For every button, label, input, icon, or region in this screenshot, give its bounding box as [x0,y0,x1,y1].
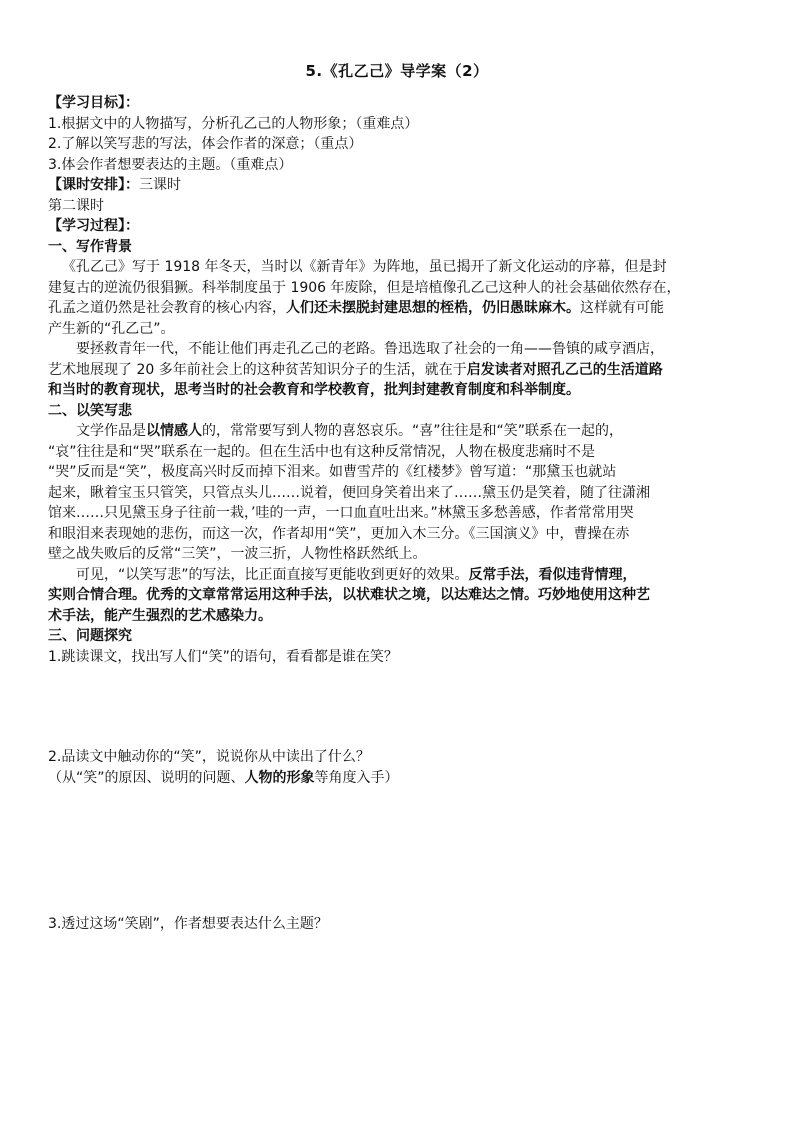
paragraph-line: “哀”往往是和“哭”联系在一起的。但在生活中也有这种反常情况，人物在极度悲痛时不是 [48,443,596,460]
bold-text-run: 启发读者对照孔乙己的生活道路 [466,361,663,378]
text-run: 的，常常要写到人物的喜怒哀乐。“喜”往往是和“笑”联系在一起的， [202,423,624,439]
text-run: 孔孟之道仍然是社会教育的核心内容， [48,300,286,316]
schedule-value: 三课时 [139,177,181,193]
answer-space [48,667,753,747]
text-run: 可见，“以笑写悲”的写法，比正面直接写更能收到更好的效果。 [76,566,469,583]
paragraph-line: 实则合情合理。优秀的文章常常运用这种手法，以状难状之境，以达难达之情。巧妙地使用这种艺 [48,587,650,603]
section-2-heading: 二、以笑写悲 [48,402,132,419]
paragraph-line: 《孔乙己》写于 1918 年冬天，当时以《新青年》为阵地，虽已揭开了新文化运动的序幕，但是封 [62,259,667,275]
paragraph-line: “哭”反而是“笑”，极度高兴时反而掉下泪来。如曹雪芹的《红楼梦》曾写道：“那黛玉也就站 [48,464,617,480]
document-body [48,93,753,935]
lesson-label: 第二课时 [48,197,104,214]
paragraph-line: 馆来……只见黛玉身子往前一栽，’哇的一声，一口血直吐出来。”林黛玉多愁善感，作者常常用哭 [48,505,634,521]
schedule-line [48,175,753,196]
paragraph-line: 和眼泪来表现她的悲伤，而这一次，作者却用“笑”，更加入木三分。《三国演义》中，曹操在赤 [48,525,630,542]
bold-text-run: 人物的形象 [244,769,315,786]
text-run: 艺术地展现了 20 多年前社会上的这种贫苦知识分子的生活，就在于 [48,361,467,378]
paragraph-line: 要拯救青年一代，不能让他们再走孔乙己的老路。鲁迅选取了社会的一角——鲁镇的咸亨酒店， [76,341,664,357]
paragraph-line [48,360,753,381]
question-3: 3.透过这场“笑剧”，作者想要表达什么主题？ [48,916,328,932]
question-1: 1.跳读课文，找出写人们“笑”的语句，看看都是谁在笑？ [48,648,398,665]
question-2: 2.品读文中触动你的“笑”，说说你从中读出了什么？ [48,749,370,765]
paragraph-line: 起来，瞅着宝玉只管笑，只管点头儿……说着，便回身笑着出来了……黛玉仍是笑着，随了往潇湘 [48,484,650,501]
goal-item-2: 2.了解以笑写悲的写法，体会作者的深意；（重点） [48,136,363,152]
text-run: 这样就有可能 [580,300,664,316]
schedule-heading: 【课时安排】： [48,177,139,193]
goal-item-3: 3.体会作者想要表达的主题。（重难点） [48,156,293,173]
text-run: 等角度入手） [314,769,399,786]
text-run: （从“笑”的原因、说明的问题、 [48,769,245,786]
question-2-hint [48,768,753,789]
text-run: 文学作品是 [76,423,146,439]
paragraph-line [48,565,753,586]
paragraph-line: 壁之战失败后的反常“三笑”，一波三折，人物性格跃然纸上。 [48,546,427,562]
bold-text-run: 人们还未摆脱封建思想的桎梏，仍旧愚昧麻木。 [286,300,580,316]
section-3-heading: 三、问题探究 [48,628,132,644]
paragraph-line [48,298,753,319]
bold-text-run: 以情感人 [146,423,202,439]
process-heading: 【学习过程】： [48,218,139,234]
answer-space [48,788,753,914]
paragraph-line [48,421,753,442]
paragraph-line: 产生新的“孔乙己”。 [48,320,175,337]
goals-heading: 【学习目标】： [48,95,139,111]
goal-item-1: 1.根据文中的人物描写，分析孔乙己的人物形象；（重难点） [48,115,419,132]
paragraph-line: 和当时的教育现状，思考当时的社会教育和学校教育，批判封建教育制度和科举制度。 [48,382,580,398]
paragraph-line: 建复古的逆流仍很猖獗。科举制度虽于 1906 年废除，但是培植像孔乙己这种人的社会基础依然存在， [48,279,681,296]
bold-text-run: 反常手法，看似违背情理， [468,566,637,583]
paragraph-line: 术手法，能产生强烈的艺术感染力。 [48,607,272,624]
page-title: 5.《孔乙己》导学案（2） [305,62,489,80]
section-1-heading: 一、写作背景 [48,238,132,255]
